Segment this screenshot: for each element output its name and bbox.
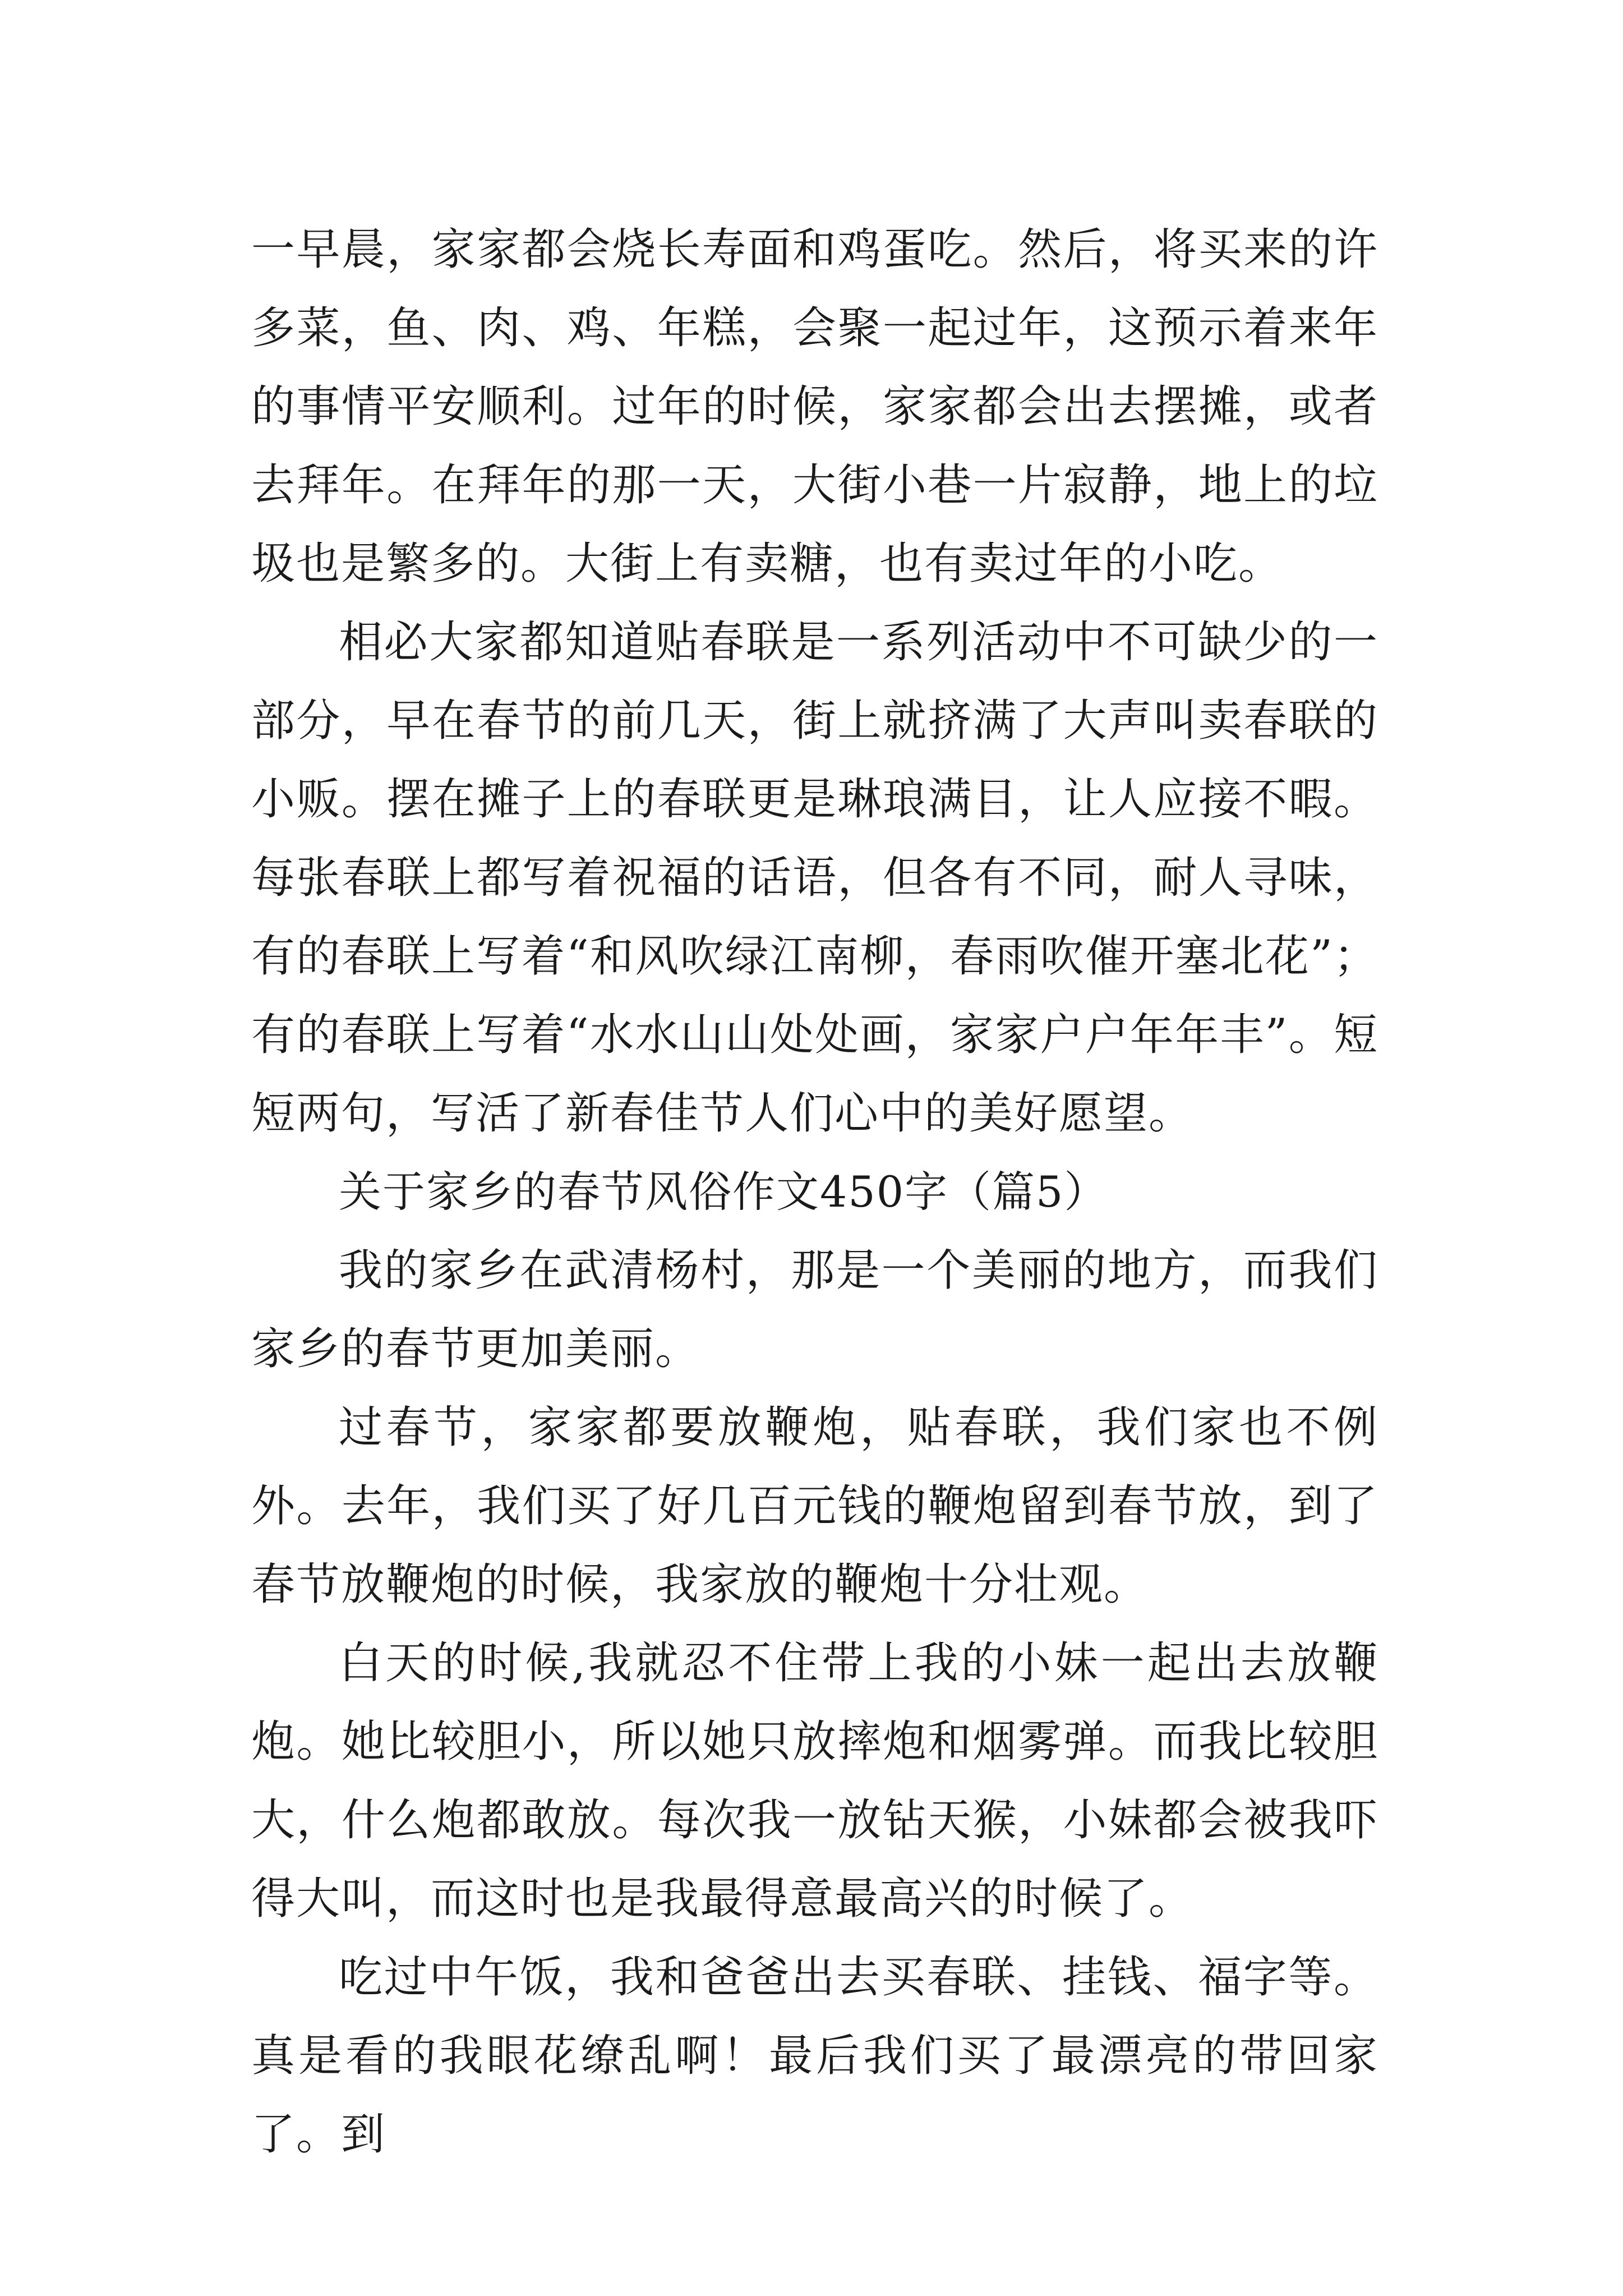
section-heading: 关于家乡的春节风俗作文450字（篇5） — [339, 1167, 1108, 1217]
document-body — [251, 210, 1378, 2174]
paragraph-daytime: 白天的时候,我就忍不住带上我的小妹一起出去放鞭炮。她比较胆小，所以她只放摔炮和烟雾弹。而我比较胆大，什么炮都敢放。每次我一放钻天猴，小妹都会被我吓得大叫，而这时也是我最得意最高兴的时候了。 — [251, 1638, 1378, 1924]
paragraph-spring-couplets: 相必大家都知道贴春联是一系列活动中不可缺少的一部分，早在春节的前几天，街上就挤满了大声叫卖春联的小贩。摆在摊子上的春联更是琳琅满目，让人应接不暇。每张春联上都写着祝福的话语，但各有不同，耐人寻味，有的春联上写着“和风吹绿江南柳，春雨吹催开塞北花”；有的春联上写着“水水山山处处画，家家户户年年丰”。短短两句，写活了新春佳节人们心中的美好愿望。 — [251, 617, 1378, 1139]
paragraph-shopping: 吃过中午饭，我和爸爸出去买春联、挂钱、福字等。真是看的我眼花缭乱啊！最后我们买了最漂亮的带回家了。到 — [251, 1952, 1378, 2160]
paragraph-continued: 一早晨，家家都会烧长寿面和鸡蛋吃。然后，将买来的许多菜，鱼、肉、鸡、年糕，会聚一起过年，这预示着来年的事情平安顺利。过年的时候，家家都会出去摆摊，或者去拜年。在拜年的那一天，大街小巷一片寂静，地上的垃圾也是繁多的。大街上有卖糖，也有卖过年的小吃。 — [251, 224, 1378, 589]
paragraph-firecrackers: 过春节，家家都要放鞭炮，贴春联，我们家也不例外。去年，我们买了好几百元钱的鞭炮留到春节放，到了春节放鞭炮的时候，我家放的鞭炮十分壮观。 — [251, 1402, 1378, 1610]
paragraph-hometown: 我的家乡在武清杨村，那是一个美丽的地方，而我们家乡的春节更加美丽。 — [251, 1245, 1378, 1374]
